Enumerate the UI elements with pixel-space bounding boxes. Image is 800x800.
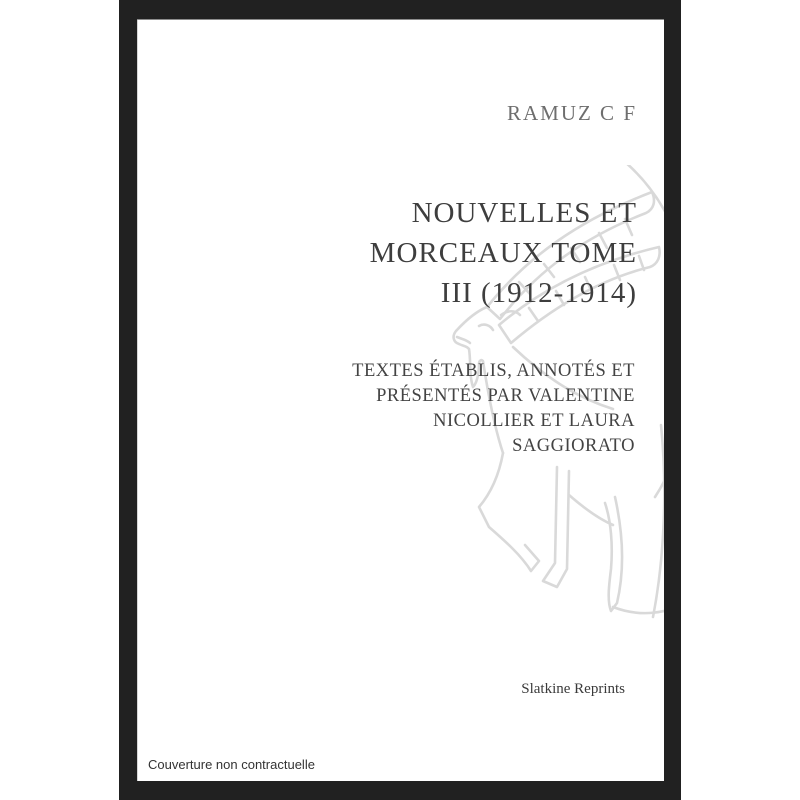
book-subtitle bbox=[352, 359, 635, 459]
title-line-3: III (1912-1914) bbox=[440, 277, 637, 309]
title-line-2: MORCEAUX TOME bbox=[369, 237, 637, 269]
author-name: RAMUZ C F bbox=[506, 101, 637, 125]
subtitle-line-4: SAGGIORATO bbox=[512, 436, 635, 456]
cover-page bbox=[137, 19, 664, 781]
book-title bbox=[370, 193, 637, 313]
title-line-1: NOUVELLES ET bbox=[411, 197, 637, 229]
cover-disclaimer: Couverture non contractuelle bbox=[148, 757, 315, 772]
subtitle-line-1: TEXTES ÉTABLIS, ANNOTÉS ET bbox=[352, 361, 635, 381]
publisher-name: Slatkine Reprints bbox=[521, 681, 625, 697]
subtitle-line-2: PRÉSENTÉS PAR VALENTINE bbox=[376, 386, 635, 406]
subtitle-line-3: NICOLLIER ET LAURA bbox=[433, 411, 635, 431]
